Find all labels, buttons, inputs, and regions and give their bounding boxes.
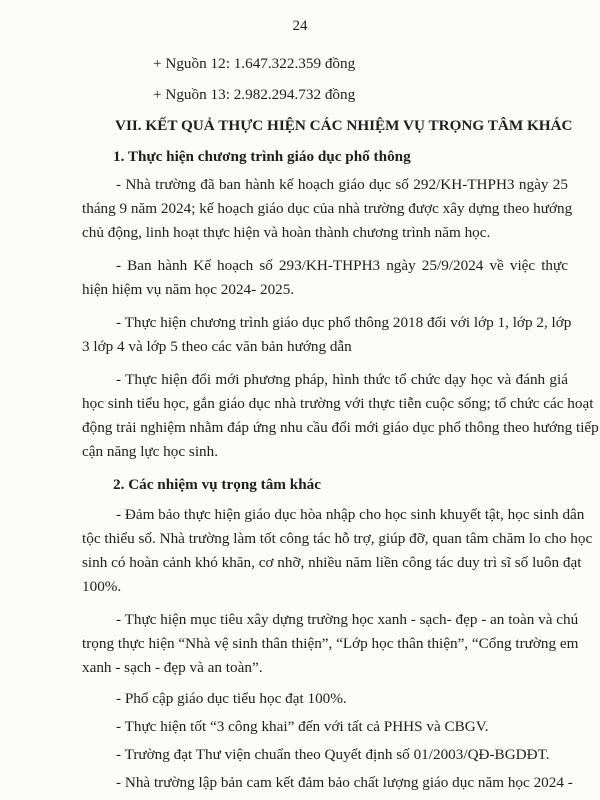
paragraph-line: - Nhà trường lập bản cam kết đảm bảo chất lượng giáo dục năm học 2024 -	[116, 774, 573, 791]
paragraph-line: xanh - sạch - đẹp và an toàn”.	[82, 659, 263, 676]
paragraph-line: trọng thực hiện “Nhà vệ sinh thân thiện”, “Lớp học thân thiện”, “Cổng trường em	[82, 635, 579, 652]
paragraph-line: - Phổ cập giáo dục tiểu học đạt 100%.	[116, 690, 347, 707]
paragraph-line: học sinh tiểu học, gắn giáo dục nhà trường với thực tiễn cuộc sống; tổ chức các hoạt	[82, 395, 594, 412]
paragraph-line: - Đảm bảo thực hiện giáo dục hòa nhập cho học sinh khuyết tật, học sinh dân	[116, 506, 585, 523]
paragraph-line: - Ban hành Kế hoạch số 293/KH-THPH3 ngày 25/9/2024 về việc thực	[116, 257, 568, 274]
paragraph-line: tộc thiểu số. Nhà trường làm tốt công tác hỗ trợ, giúp đỡ, quan tâm chăm lo cho học	[82, 530, 593, 547]
paragraph-line: cận năng lực học sinh.	[82, 443, 219, 460]
paragraph-line: - Thực hiện mục tiêu xây dựng trường học xanh - sạch- đẹp - an toàn và chú	[116, 611, 579, 628]
paragraph-line: - Nhà trường đã ban hành kế hoạch giáo dục số 292/KH-THPH3 ngày 25	[116, 176, 568, 193]
section-title: VII. KẾT QUẢ THỰC HIỆN CÁC NHIỆM VỤ TRỌNG TÂM KHÁC	[115, 117, 573, 134]
paragraph-line: sinh có hoàn cảnh khó khăn, cơ nhỡ, nhiều năm liền công tác duy trì sĩ số luôn đạt	[82, 554, 582, 571]
paragraph-line: - Thực hiện đổi mới phương pháp, hình thức tổ chức dạy học và đánh giá	[116, 371, 568, 388]
source-line: + Nguồn 13: 2.982.294.732 đồng	[153, 86, 356, 103]
paragraph-line: - Thực hiện chương trình giáo dục phổ thông 2018 đối với lớp 1, lớp 2, lớp	[116, 314, 572, 331]
page-number: 24	[292, 18, 308, 34]
source-line: + Nguồn 12: 1.647.322.359 đồng	[153, 55, 356, 72]
paragraph-line: tháng 9 năm 2024; kế hoạch giáo dục của nhà trường được xây dựng theo hướng	[82, 200, 573, 217]
paragraph-line: động trải nghiệm nhằm đáp ứng nhu cầu đổi mới giáo dục phổ thông theo hướng tiếp	[82, 419, 599, 436]
paragraph-line: - Thực hiện tốt “3 công khai” đến với tất cả PHHS và CBGV.	[116, 718, 489, 735]
paragraph-line: chủ động, linh hoạt thực hiện và hoàn thành chương trình năm học.	[82, 224, 491, 241]
paragraph-line: - Trường đạt Thư viện chuẩn theo Quyết định số 01/2003/QĐ-BGDĐT.	[116, 746, 550, 763]
paragraph-line: 3 lớp 4 và lớp 5 theo các văn bản hướng dẫn	[82, 338, 352, 355]
subsection-heading: 2. Các nhiệm vụ trọng tâm khác	[113, 476, 321, 493]
paragraph-line: 100%.	[82, 578, 122, 595]
subsection-heading: 1. Thực hiện chương trình giáo dục phổ thông	[113, 148, 411, 165]
paragraph-line: hiện hiệm vụ năm học 2024- 2025.	[82, 281, 295, 298]
